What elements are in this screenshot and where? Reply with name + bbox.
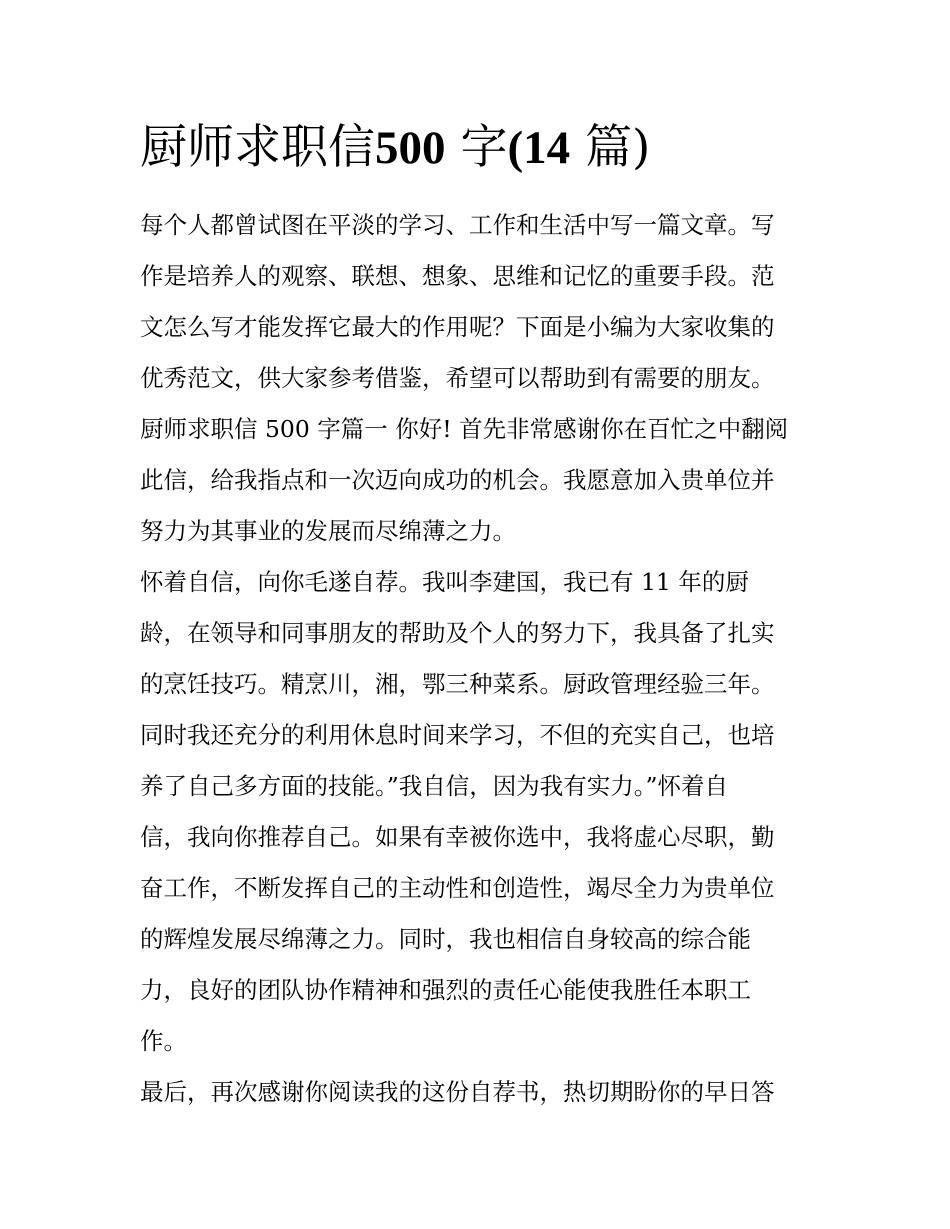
body-line: 作是培养人的观察、联想、想象、思维和记忆的重要手段。范	[140, 262, 775, 290]
body-line: 怀着自信，向你毛遂自荐。我叫李建国，我已有 11 年的厨	[140, 568, 749, 596]
document-body	[140, 200, 820, 1118]
body-line: 作。	[140, 1027, 187, 1055]
body-line: 的辉煌发展尽绵薄之力。同时，我也相信自身较高的综合能	[140, 925, 751, 953]
title-text-1: 厨师求职信	[140, 120, 375, 175]
body-line: 力，良好的团队协作精神和强烈的责任心能使我胜任本职工	[140, 976, 751, 1004]
body-line: 龄，在领导和同事朋友的帮助及个人的努力下，我具备了扎实	[140, 619, 775, 647]
body-line: 养了自己多方面的技能。”我自信，因为我有实力。”怀着自	[140, 772, 729, 800]
body-line: 优秀范文，供大家参考借鉴，希望可以帮助到有需要的朋友。	[140, 364, 775, 392]
body-line: 的烹饪技巧。精烹川，湘，鄂三种菜系。厨政管理经验三年。	[140, 670, 775, 698]
title-number: 500	[375, 122, 446, 174]
title-count: (14	[507, 122, 571, 174]
body-line: 最后，再次感谢你阅读我的这份自荐书，热切期盼你的早日答	[140, 1078, 775, 1106]
body-line: 文怎么写才能发挥它最大的作用呢？下面是小编为大家收集的	[140, 313, 775, 341]
body-line: 此信，给我指点和一次迈向成功的机会。我愿意加入贵单位并	[140, 466, 775, 494]
body-line: 努力为其事业的发展而尽绵薄之力。	[140, 517, 516, 545]
body-line: 每个人都曾试图在平淡的学习、工作和生活中写一篇文章。写	[140, 211, 775, 239]
title-text-2: 字	[460, 120, 508, 175]
body-line: 厨师求职信 500 字篇一 你好! 首先非常感谢你在百忙之中翻阅	[140, 415, 789, 443]
body-line: 同时我还充分的利用休息时间来学习，不但的充实自己，也培	[140, 721, 775, 749]
document-title	[140, 118, 650, 178]
title-text-3: 篇)	[585, 120, 651, 175]
body-line: 信，我向你推荐自己。如果有幸被你选中，我将虚心尽职，勤	[140, 823, 775, 851]
body-line: 奋工作，不断发挥自己的主动性和创造性，竭尽全力为贵单位	[140, 874, 775, 902]
